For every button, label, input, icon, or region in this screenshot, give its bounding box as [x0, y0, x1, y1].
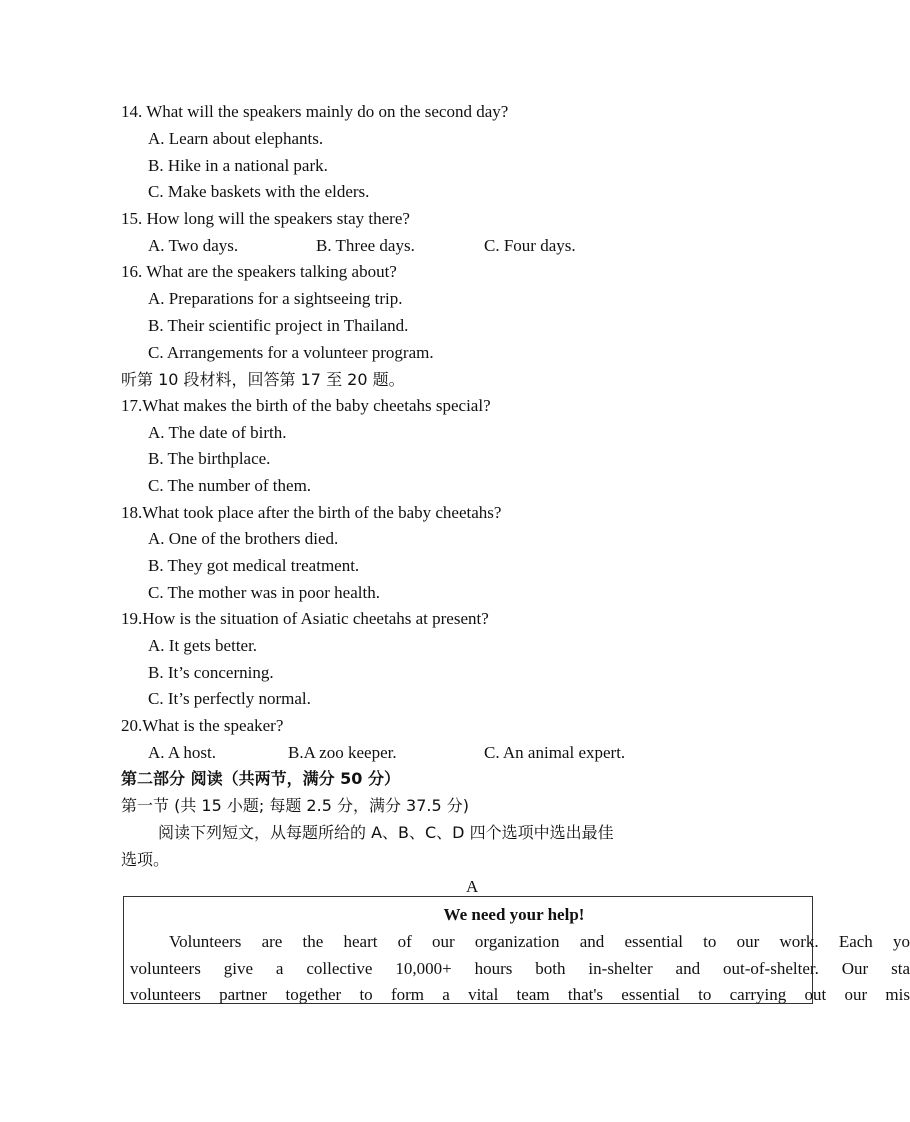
- section-note: 听第 10 段材料，回答第 17 至 20 题。: [121, 370, 405, 389]
- instruction-line-2: 选项。: [121, 850, 170, 869]
- passage-box: [123, 896, 910, 1004]
- q17-option-b: B. The birthplace.: [148, 449, 271, 468]
- q17-option-c: C. The number of them.: [148, 476, 312, 495]
- passage-box-title: We need your help!: [443, 905, 585, 924]
- q14-option-b: B. Hike in a national park.: [148, 156, 328, 175]
- q15-option-c: C. Four days.: [484, 236, 576, 255]
- passage-label: A: [466, 877, 479, 896]
- passage-line-2: volunteers give a collective 10,000+ hours both in-shelter and out-of-shelter. Our sta: [130, 959, 910, 978]
- part2-subheading: 第一节 (共 15 小题; 每题 2.5 分，满分 37.5 分): [121, 796, 469, 815]
- q16-option-b: B. Their scientific project in Thailand.: [148, 316, 409, 335]
- q18-option-c: C. The mother was in poor health.: [148, 583, 380, 602]
- passage-line-1: Volunteers are the heart of our organization and essential to our work. Each yo: [169, 932, 910, 951]
- question-16: 16. What are the speakers talking about?: [121, 262, 397, 281]
- question-15: 15. How long will the speakers stay there?: [121, 209, 410, 228]
- q18-option-b: B. They got medical treatment.: [148, 556, 360, 575]
- question-19: 19.How is the situation of Asiatic cheetahs at present?: [121, 609, 489, 628]
- instruction-line-1: 阅读下列短文，从每题所给的 A、B、C、D 四个选项中选出最佳: [158, 823, 614, 842]
- q20-option-c: C. An animal expert.: [484, 743, 626, 762]
- q16-option-a: A. Preparations for a sightseeing trip.: [148, 289, 403, 308]
- question-14: 14. What will the speakers mainly do on the second day?: [121, 102, 509, 121]
- passage-line-3: volunteers partner together to form a vital team that's essential to carrying out our mis: [130, 985, 910, 1004]
- question-17: 17.What makes the birth of the baby cheetahs special?: [121, 396, 491, 415]
- part2-heading: 第二部分 阅读（共两节，满分 50 分）: [121, 769, 400, 788]
- question-20: 20.What is the speaker?: [121, 716, 284, 735]
- q18-option-a: A. One of the brothers died.: [148, 529, 339, 548]
- q14-option-c: C. Make baskets with the elders.: [148, 182, 370, 201]
- question-18: 18.What took place after the birth of the baby cheetahs?: [121, 503, 502, 522]
- q20-option-b: B.A zoo keeper.: [288, 743, 397, 762]
- q19-option-a: A. It gets better.: [148, 636, 258, 655]
- q15-option-a: A. Two days.: [148, 236, 239, 255]
- q16-option-c: C. Arrangements for a volunteer program.: [148, 343, 434, 362]
- q19-option-b: B. It’s concerning.: [148, 663, 274, 682]
- q20-option-a: A. A host.: [148, 743, 217, 762]
- q17-option-a: A. The date of birth.: [148, 423, 287, 442]
- q19-option-c: C. It’s perfectly normal.: [148, 689, 311, 708]
- q14-option-a: A. Learn about elephants.: [148, 129, 324, 148]
- q15-option-b: B. Three days.: [316, 236, 415, 255]
